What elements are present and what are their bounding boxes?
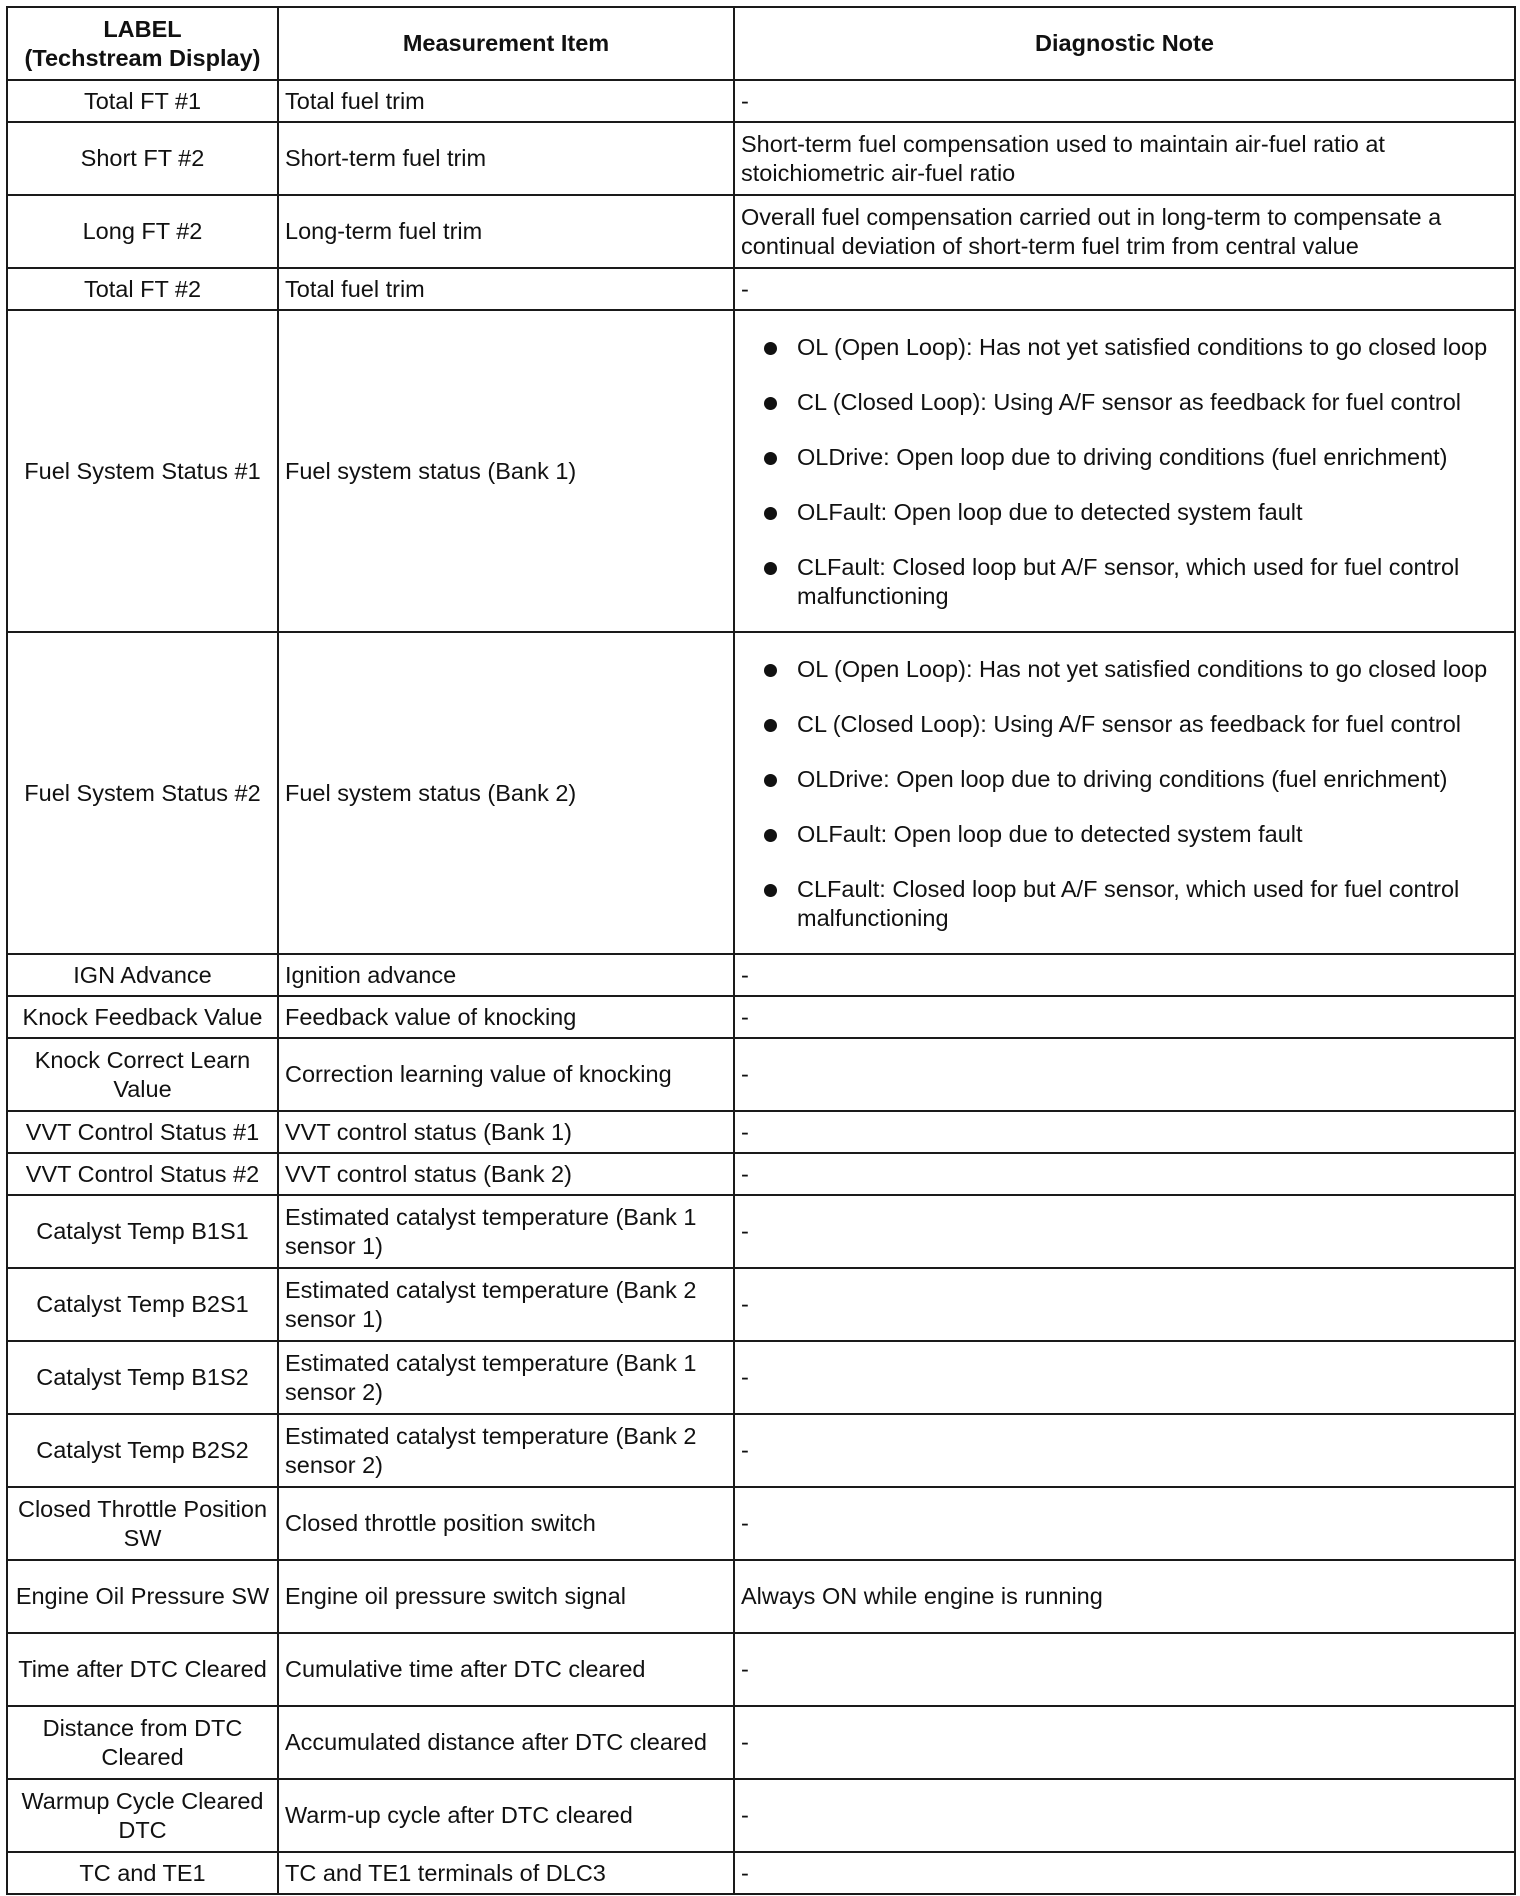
list-item: [759, 820, 1508, 849]
header-note: Diagnostic Note: [734, 7, 1515, 80]
row-label: Time after DTC Cleared: [7, 1633, 278, 1706]
data-list-table: [6, 6, 1516, 1895]
table-row: [7, 80, 1515, 122]
fuel-status-list: [741, 650, 1508, 937]
list-item: [759, 498, 1508, 527]
bullet-icon: [764, 452, 777, 465]
row-measurement: Estimated catalyst temperature (Bank 1 sensor 2): [278, 1341, 734, 1414]
row-note: -: [734, 1195, 1515, 1268]
list-item: [759, 333, 1508, 362]
row-measurement: Total fuel trim: [278, 268, 734, 310]
header-label: [7, 7, 278, 80]
row-label: TC and TE1: [7, 1852, 278, 1894]
row-measurement: Cumulative time after DTC cleared: [278, 1633, 734, 1706]
row-note: -: [734, 1633, 1515, 1706]
header-label-line1: LABEL: [103, 15, 182, 42]
row-note: -: [734, 80, 1515, 122]
row-measurement: Short-term fuel trim: [278, 122, 734, 195]
table-row: [7, 1341, 1515, 1414]
table-row: [7, 1268, 1515, 1341]
list-item: [759, 875, 1508, 933]
header-row: [7, 7, 1515, 80]
row-measurement: Engine oil pressure switch signal: [278, 1560, 734, 1633]
row-label: Catalyst Temp B1S1: [7, 1195, 278, 1268]
list-item: [759, 553, 1508, 611]
row-label: Total FT #1: [7, 80, 278, 122]
table-row: [7, 122, 1515, 195]
table-row: [7, 195, 1515, 268]
fuel-status-list: [741, 328, 1508, 615]
list-item-text: OLFault: Open loop due to detected system fault: [797, 820, 1303, 847]
row-note: Always ON while engine is running: [734, 1560, 1515, 1633]
row-measurement: Long-term fuel trim: [278, 195, 734, 268]
row-measurement: VVT control status (Bank 2): [278, 1153, 734, 1195]
bullet-icon: [764, 562, 777, 575]
row-measurement: Ignition advance: [278, 954, 734, 996]
table-row: [7, 1111, 1515, 1153]
row-label: Fuel System Status #2: [7, 632, 278, 954]
table-row: [7, 1633, 1515, 1706]
row-note: -: [734, 1268, 1515, 1341]
row-note: -: [734, 1487, 1515, 1560]
row-label: VVT Control Status #1: [7, 1111, 278, 1153]
row-label: Catalyst Temp B1S2: [7, 1341, 278, 1414]
header-measurement: Measurement Item: [278, 7, 734, 80]
row-label: Closed Throttle Position SW: [7, 1487, 278, 1560]
bullet-icon: [764, 829, 777, 842]
row-label: Distance from DTC Cleared: [7, 1706, 278, 1779]
row-label: Warmup Cycle Cleared DTC: [7, 1779, 278, 1852]
table-row: [7, 310, 1515, 632]
row-label: Knock Correct Learn Value: [7, 1038, 278, 1111]
row-note: -: [734, 268, 1515, 310]
list-item-text: OLDrive: Open loop due to driving conditions (fuel enrichment): [797, 765, 1448, 792]
list-item-text: OL (Open Loop): Has not yet satisfied conditions to go closed loop: [797, 655, 1488, 682]
row-measurement: Fuel system status (Bank 2): [278, 632, 734, 954]
table-row: [7, 996, 1515, 1038]
row-note: -: [734, 1153, 1515, 1195]
row-measurement: VVT control status (Bank 1): [278, 1111, 734, 1153]
row-measurement: Feedback value of knocking: [278, 996, 734, 1038]
table-row: [7, 1487, 1515, 1560]
list-item-text: OLFault: Open loop due to detected system fault: [797, 498, 1303, 525]
row-measurement: Correction learning value of knocking: [278, 1038, 734, 1111]
list-item-text: OL (Open Loop): Has not yet satisfied conditions to go closed loop: [797, 333, 1488, 360]
row-label: Long FT #2: [7, 195, 278, 268]
row-measurement: TC and TE1 terminals of DLC3: [278, 1852, 734, 1894]
list-item-text: CLFault: Closed loop but A/F sensor, which used for fuel control malfunctioning: [797, 875, 1460, 931]
row-measurement: Closed throttle position switch: [278, 1487, 734, 1560]
list-item-text: OLDrive: Open loop due to driving conditions (fuel enrichment): [797, 443, 1448, 470]
list-item-text: CL (Closed Loop): Using A/F sensor as feedback for fuel control: [797, 710, 1461, 737]
table-row: [7, 1852, 1515, 1894]
bullet-icon: [764, 507, 777, 520]
table-row: [7, 1414, 1515, 1487]
list-item-text: CLFault: Closed loop but A/F sensor, which used for fuel control malfunctioning: [797, 553, 1460, 609]
row-note: Overall fuel compensation carried out in long-term to compensate a continual deviation of short-term fuel trim from central value: [734, 195, 1515, 268]
list-item: [759, 388, 1508, 417]
row-note: -: [734, 1852, 1515, 1894]
row-note: -: [734, 1779, 1515, 1852]
bullet-icon: [764, 342, 777, 355]
row-note: [734, 310, 1515, 632]
table-row: [7, 268, 1515, 310]
row-note: -: [734, 996, 1515, 1038]
table-row: [7, 1706, 1515, 1779]
bullet-icon: [764, 774, 777, 787]
bullet-icon: [764, 884, 777, 897]
row-note: -: [734, 954, 1515, 996]
row-note: -: [734, 1038, 1515, 1111]
row-measurement: Estimated catalyst temperature (Bank 2 sensor 1): [278, 1268, 734, 1341]
row-label: Fuel System Status #1: [7, 310, 278, 632]
header-label-line2: (Techstream Display): [24, 44, 261, 71]
row-measurement: Estimated catalyst temperature (Bank 1 sensor 1): [278, 1195, 734, 1268]
table-row: [7, 1153, 1515, 1195]
row-note: -: [734, 1706, 1515, 1779]
list-item: [759, 710, 1508, 739]
bullet-icon: [764, 397, 777, 410]
row-measurement: Warm-up cycle after DTC cleared: [278, 1779, 734, 1852]
row-note: -: [734, 1111, 1515, 1153]
table-row: [7, 632, 1515, 954]
bullet-icon: [764, 664, 777, 677]
table-row: [7, 1560, 1515, 1633]
row-label: Short FT #2: [7, 122, 278, 195]
row-label: Engine Oil Pressure SW: [7, 1560, 278, 1633]
row-note: Short-term fuel compensation used to maintain air-fuel ratio at stoichiometric air-fuel ratio: [734, 122, 1515, 195]
row-label: IGN Advance: [7, 954, 278, 996]
row-measurement: Estimated catalyst temperature (Bank 2 sensor 2): [278, 1414, 734, 1487]
list-item: [759, 655, 1508, 684]
table-row: [7, 1195, 1515, 1268]
row-measurement: Accumulated distance after DTC cleared: [278, 1706, 734, 1779]
row-note: -: [734, 1414, 1515, 1487]
row-label: Total FT #2: [7, 268, 278, 310]
row-measurement: Total fuel trim: [278, 80, 734, 122]
row-label: Knock Feedback Value: [7, 996, 278, 1038]
bullet-icon: [764, 719, 777, 732]
row-label: Catalyst Temp B2S1: [7, 1268, 278, 1341]
list-item-text: CL (Closed Loop): Using A/F sensor as feedback for fuel control: [797, 388, 1461, 415]
row-label: Catalyst Temp B2S2: [7, 1414, 278, 1487]
list-item: [759, 765, 1508, 794]
list-item: [759, 443, 1508, 472]
row-note: -: [734, 1341, 1515, 1414]
row-label: VVT Control Status #2: [7, 1153, 278, 1195]
table-row: [7, 1038, 1515, 1111]
table-row: [7, 954, 1515, 996]
row-measurement: Fuel system status (Bank 1): [278, 310, 734, 632]
table-row: [7, 1779, 1515, 1852]
row-note: [734, 632, 1515, 954]
